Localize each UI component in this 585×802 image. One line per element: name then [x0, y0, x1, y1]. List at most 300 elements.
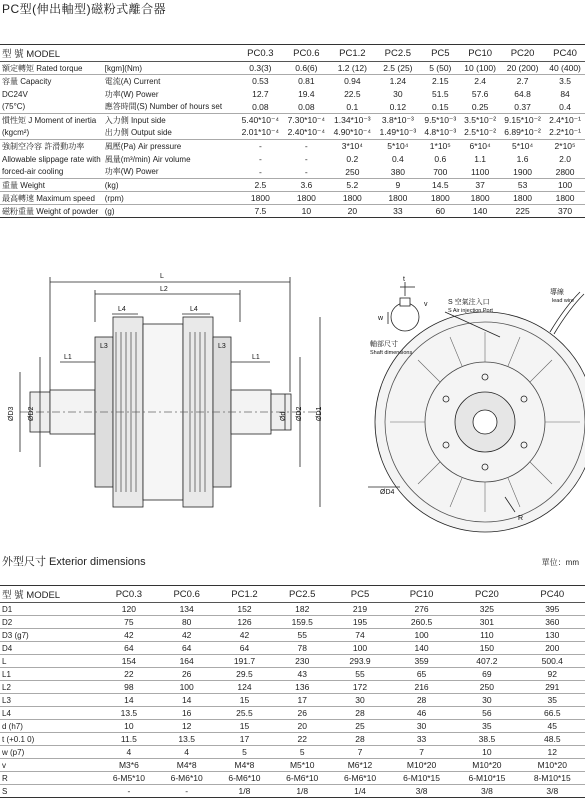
spec-cell: 2.5 (25)	[383, 63, 413, 73]
exterior-cell: 35	[520, 694, 585, 707]
exterior-cell: M3*6	[100, 759, 158, 772]
spec-cell: 3.8*10⁻³	[375, 114, 420, 127]
spec-cell: 1800	[329, 192, 375, 205]
spec-row-sublabel: 出力側 Output side	[104, 128, 172, 138]
exterior-cell: 6-M6*10	[273, 772, 331, 785]
exterior-row	[0, 785, 585, 798]
spec-cell: -	[237, 140, 283, 153]
exterior-cell: 6-M5*10	[100, 772, 158, 785]
exterior-cell: 69	[454, 668, 519, 681]
spec-cell: 225	[500, 205, 545, 218]
exterior-cell: M6*12	[331, 759, 389, 772]
spec-row-sublabel: (g)	[103, 205, 238, 218]
spec-row	[0, 101, 585, 114]
spec-cell: -	[258, 166, 262, 177]
dim-R: R	[518, 515, 524, 522]
unit-label: 單位：mm	[541, 558, 579, 567]
exterior-cell: 5	[216, 746, 274, 759]
exterior-cell: 100	[158, 681, 216, 694]
exterior-cell: 28	[389, 694, 454, 707]
exterior-row-label: L1	[0, 668, 100, 681]
exterior-cell: 66.5	[520, 707, 585, 720]
exterior-cell: 42	[100, 629, 158, 642]
spec-cell: 1.49*10⁻³	[379, 127, 417, 138]
spec-cell: 3.6	[283, 179, 329, 192]
spec-cell: 1800	[420, 192, 460, 205]
exterior-row	[0, 668, 585, 681]
exterior-header-label: 型 號 MODEL	[0, 586, 100, 603]
model-header: PC10	[460, 45, 500, 62]
spec-cell: 700	[433, 166, 448, 177]
model-header: PC40	[520, 586, 585, 603]
exterior-cell: 250	[454, 681, 519, 694]
exterior-cell: M4*8	[216, 759, 274, 772]
model-header: PC20	[500, 45, 545, 62]
exterior-cell: 5	[273, 746, 331, 759]
exterior-cell: 152	[216, 603, 274, 616]
exterior-cell: 3/8	[520, 785, 585, 798]
spec-cell: 2.40*10⁻⁴	[287, 127, 326, 138]
spec-cell: 2800	[555, 166, 575, 177]
spec-cell: 1.34*10⁻³	[329, 114, 375, 127]
spec-cell: 84	[560, 89, 570, 99]
exterior-cell: 159.5	[273, 616, 331, 629]
exterior-row-label: d (h7)	[0, 720, 100, 733]
exterior-cell: 64	[216, 642, 274, 655]
exterior-cell: 7	[389, 746, 454, 759]
exterior-cell: 48.5	[520, 733, 585, 746]
spec-row	[0, 205, 585, 218]
spec-row	[0, 166, 585, 179]
exterior-cell: 325	[454, 603, 519, 616]
exterior-row	[0, 655, 585, 668]
exterior-row-label: D1	[0, 603, 100, 616]
spec-cell: 22.5	[344, 89, 361, 99]
exterior-cell: 45	[520, 720, 585, 733]
exterior-cell: 74	[331, 629, 389, 642]
model-header: PC40	[545, 45, 585, 62]
exterior-row-label: L4	[0, 707, 100, 720]
exterior-title: 外型尺寸 Exterior dimensions	[2, 556, 146, 568]
exterior-cell: 43	[273, 668, 331, 681]
dim-L2: L2	[160, 286, 168, 293]
exterior-cell: 64	[158, 642, 216, 655]
exterior-cell: 293.9	[331, 655, 389, 668]
spec-row-label: 慣性矩 J Moment of inertia	[0, 114, 103, 127]
exterior-row	[0, 733, 585, 746]
exterior-cell: 216	[389, 681, 454, 694]
exterior-cell: M10*20	[454, 759, 519, 772]
spec-row-label: 最高轉速 Maximum speed	[0, 192, 103, 205]
exterior-cell: -	[100, 785, 158, 798]
spec-row-sublabel: [kgm](Nm)	[104, 63, 143, 73]
spec-cell: 2.4*10⁻¹	[545, 114, 585, 127]
exterior-row	[0, 759, 585, 772]
spec-cell: 2.4	[460, 75, 500, 88]
exterior-cell: 98	[100, 681, 158, 694]
exterior-cell: 110	[454, 629, 519, 642]
spec-row-sublabel: 風量(m³/min) Air volume	[104, 154, 191, 164]
model-header: PC5	[331, 586, 389, 603]
exterior-cell: M4*8	[158, 759, 216, 772]
exterior-cell: 182	[273, 603, 331, 616]
spec-row-label: 額定轉矩 Rated torque	[2, 63, 83, 73]
spec-cell: 1100	[470, 166, 490, 177]
exterior-row	[0, 772, 585, 785]
spec-cell: 1*10⁵	[420, 140, 460, 153]
exterior-cell: 6-M10*15	[389, 772, 454, 785]
spec-cell: 4.8*10⁻³	[424, 127, 457, 138]
spec-row-sublabel: 功率(W) Power	[104, 167, 159, 177]
exterior-cell: 1/4	[331, 785, 389, 798]
exterior-cell: 26	[158, 668, 216, 681]
spec-row	[0, 179, 585, 192]
exterior-cell: 30	[331, 694, 389, 707]
spec-cell: 0.2	[346, 154, 359, 164]
exterior-cell: 359	[389, 655, 454, 668]
spec-cell: -	[283, 140, 329, 153]
spec-row	[0, 114, 585, 127]
spec-cell: 1.1	[474, 154, 487, 164]
exterior-cell: 230	[273, 655, 331, 668]
model-header: PC20	[454, 586, 519, 603]
spec-cell: 37	[460, 179, 500, 192]
exterior-cell: 78	[273, 642, 331, 655]
shaft-dim-title: 軸部尺寸	[370, 341, 398, 348]
exterior-cell: 360	[520, 616, 585, 629]
spec-cell: 2.7	[500, 75, 545, 88]
spec-cell: 4.90*10⁻⁴	[333, 127, 372, 138]
exterior-cell: 260.5	[389, 616, 454, 629]
spec-row-label: 容量 Capacity	[0, 75, 103, 88]
exterior-row	[0, 642, 585, 655]
exterior-cell: M5*10	[273, 759, 331, 772]
spec-cell: 2.15	[420, 75, 460, 88]
model-header: PC5	[420, 45, 460, 62]
spec-cell: 14.5	[420, 179, 460, 192]
spec-cell: 2.5*10⁻²	[464, 127, 497, 138]
spec-cell: 2*10⁵	[545, 140, 585, 153]
spec-cell: 3*10⁴	[329, 140, 375, 153]
spec-cell: 9.15*10⁻²	[500, 114, 545, 127]
exterior-cell: 25.5	[216, 707, 274, 720]
spec-cell: 0.37	[514, 101, 531, 112]
spec-cell: 0.25	[471, 101, 489, 112]
spec-row	[0, 127, 585, 140]
dim-L1-right: L1	[252, 354, 260, 361]
lead-wire-label: 導線	[550, 289, 564, 296]
spec-cell: -	[304, 154, 308, 164]
spec-cell: 5.2	[329, 179, 375, 192]
exterior-row-label: w (p7)	[0, 746, 100, 759]
exterior-cell: 25	[331, 720, 389, 733]
dim-L: L	[160, 273, 164, 280]
spec-cell: 3.5	[545, 75, 585, 88]
model-header: PC2.5	[273, 586, 331, 603]
exterior-cell: 11.5	[100, 733, 158, 746]
spec-row-sublabel: 風壓(Pa) Air pressure	[103, 140, 238, 153]
model-header: PC0.6	[158, 586, 216, 603]
spec-cell: 20 (200)	[506, 63, 539, 73]
exterior-cell: 124	[216, 681, 274, 694]
spec-row-sublabel: 入力側 Input side	[103, 114, 238, 127]
spec-cell: 5 (50)	[429, 63, 452, 73]
spec-cell: 60	[420, 205, 460, 218]
exterior-cell: 22	[100, 668, 158, 681]
dim-D2-left: ØD2	[28, 406, 35, 421]
exterior-cell: 15	[216, 694, 274, 707]
exterior-cell: 219	[331, 603, 389, 616]
exterior-cell: 407.2	[454, 655, 519, 668]
spec-cell: 20	[329, 205, 375, 218]
spec-row-label: forced-air cooling	[2, 167, 64, 177]
shaft-t: t	[403, 276, 405, 283]
exterior-row	[0, 694, 585, 707]
exterior-cell: 154	[100, 655, 158, 668]
spec-cell: 9.5*10⁻³	[420, 114, 460, 127]
spec-cell: 0.94	[329, 75, 375, 88]
spec-row	[0, 192, 585, 205]
spec-row-label: DC24V	[2, 89, 28, 99]
spec-cell: 1800	[545, 192, 585, 205]
spec-cell: 1800	[500, 192, 545, 205]
exterior-cell: 10	[100, 720, 158, 733]
exterior-cell: 13.5	[158, 733, 216, 746]
spec-row	[0, 75, 585, 88]
exterior-cell: 100	[389, 629, 454, 642]
exterior-cell: 6-M10*15	[454, 772, 519, 785]
model-header: PC0.3	[100, 586, 158, 603]
spec-cell: 1800	[460, 192, 500, 205]
exterior-cell: 13.5	[100, 707, 158, 720]
spec-cell: 2.2*10⁻¹	[549, 127, 581, 138]
spec-cell: 0.53	[237, 75, 283, 88]
exterior-row	[0, 603, 585, 616]
exterior-cell: 33	[389, 733, 454, 746]
exterior-cell: 30	[389, 720, 454, 733]
exterior-cell: 16	[158, 707, 216, 720]
exterior-cell: 42	[158, 629, 216, 642]
dim-L4-right: L4	[190, 306, 198, 313]
spec-cell: 1.6	[516, 154, 529, 164]
spec-cell: 57.6	[471, 89, 489, 99]
dim-D3: ØD3	[8, 406, 15, 421]
spec-cell: 0.08	[298, 101, 315, 112]
exterior-cell: 12	[158, 720, 216, 733]
spec-cell: 30	[393, 89, 403, 99]
spec-row	[0, 140, 585, 153]
exterior-cell: 12	[520, 746, 585, 759]
exterior-row-label: D2	[0, 616, 100, 629]
spec-cell: 100	[545, 179, 585, 192]
exterior-cell: 3/8	[454, 785, 519, 798]
exterior-row-label: L2	[0, 681, 100, 694]
air-port-label: S 空氣注入口	[448, 299, 490, 306]
model-header: PC2.5	[375, 45, 420, 62]
exterior-cell: 46	[389, 707, 454, 720]
exterior-cell: 140	[389, 642, 454, 655]
exterior-cell: 4	[100, 746, 158, 759]
exterior-cell: 14	[158, 694, 216, 707]
spec-cell: 5*10⁴	[375, 140, 420, 153]
spec-cell: 0.4	[391, 154, 404, 164]
spec-cell: 3.5*10⁻²	[460, 114, 500, 127]
shaft-v: v	[424, 301, 428, 308]
spec-row-sublabel: (kg)	[103, 179, 238, 192]
spec-header-label: 型 號 MODEL	[0, 45, 237, 62]
exterior-cell: M10*20	[520, 759, 585, 772]
dim-d: Ød	[280, 411, 287, 421]
spec-cell: 2.0	[559, 154, 571, 164]
spec-cell: 40 (400)	[549, 63, 581, 73]
exterior-cell: 22	[273, 733, 331, 746]
exterior-cell: 191.7	[216, 655, 274, 668]
exterior-cell: 1/8	[216, 785, 274, 798]
spec-cell: 0.12	[389, 101, 407, 112]
spec-cell: 10	[283, 205, 329, 218]
exterior-cell: 500.4	[520, 655, 585, 668]
exterior-cell: 10	[454, 746, 519, 759]
spec-cell: 1800	[283, 192, 329, 205]
exterior-cell: 38.5	[454, 733, 519, 746]
spec-cell: 1800	[375, 192, 420, 205]
exterior-row-label: D4	[0, 642, 100, 655]
exterior-row	[0, 707, 585, 720]
exterior-cell: 1/8	[273, 785, 331, 798]
spec-cell: 64.8	[514, 89, 531, 99]
exterior-cell: 195	[331, 616, 389, 629]
spec-cell: 1.2 (12)	[337, 63, 367, 73]
shaft-dim-sub: Shaft dimensions	[370, 350, 413, 356]
exterior-cell: 42	[216, 629, 274, 642]
dim-D4: ØD4	[380, 489, 395, 496]
dim-L4-left: L4	[118, 306, 126, 313]
exterior-row-label: D3 (g7)	[0, 629, 100, 642]
dim-D1: ØD1	[316, 406, 323, 421]
exterior-cell: 55	[331, 668, 389, 681]
spec-cell: 0.4	[559, 101, 571, 112]
exterior-cell: 35	[454, 720, 519, 733]
exterior-cell: 172	[331, 681, 389, 694]
spec-row-label: 強制空冷容 許滑動功率	[0, 140, 103, 153]
exterior-cell: 28	[331, 707, 389, 720]
exterior-cell: 6-M6*10	[158, 772, 216, 785]
exterior-cell: 56	[454, 707, 519, 720]
spec-cell: 51.5	[432, 89, 449, 99]
exterior-cell: 80	[158, 616, 216, 629]
exterior-cell: 75	[100, 616, 158, 629]
spec-cell: 6*10⁴	[460, 140, 500, 153]
page-title: PC型(伸出軸型)磁粉式離合器	[2, 2, 167, 16]
exterior-row-label: L	[0, 655, 100, 668]
lead-wire-sub: lead wire	[552, 298, 575, 304]
spec-cell: 250	[345, 166, 360, 177]
model-header: PC0.3	[237, 45, 283, 62]
spec-cell: 0.81	[283, 75, 329, 88]
spec-cell: 19.4	[298, 89, 315, 99]
spec-cell: 0.3(3)	[249, 63, 272, 73]
spec-cell: 1800	[237, 192, 283, 205]
exterior-cell: 150	[454, 642, 519, 655]
spec-cell: 33	[375, 205, 420, 218]
spec-cell: 370	[545, 205, 585, 218]
exterior-cell: 65	[389, 668, 454, 681]
spec-cell: 12.7	[252, 89, 269, 99]
exterior-cell: 4	[158, 746, 216, 759]
exterior-cell: 3/8	[389, 785, 454, 798]
spec-cell: 1.24	[375, 75, 420, 88]
spec-cell: 0.6	[434, 154, 447, 164]
exterior-cell: 6-M6*10	[331, 772, 389, 785]
spec-table	[0, 44, 585, 218]
spec-cell: 0.15	[432, 101, 449, 112]
spec-row-sublabel: (rpm)	[103, 192, 238, 205]
spec-row-label: 重量 Weight	[0, 179, 103, 192]
spec-row-sublabel: 電流(A) Current	[103, 75, 238, 88]
spec-row-label: 磁粉重量 Weight of powder	[0, 205, 103, 218]
spec-cell: 140	[460, 205, 500, 218]
model-header: PC1.2	[329, 45, 375, 62]
exterior-row	[0, 681, 585, 694]
dim-L1-left: L1	[64, 354, 72, 361]
exterior-cell: 14	[100, 694, 158, 707]
exterior-cell: 92	[520, 668, 585, 681]
spec-row-sublabel: 功率(W) Power	[104, 89, 159, 99]
exterior-cell: 29.5	[216, 668, 274, 681]
exterior-cell: 276	[389, 603, 454, 616]
spec-cell: 7.30*10⁻⁴	[283, 114, 329, 127]
spec-row-label: (kgcm²)	[2, 128, 30, 138]
spec-row	[0, 153, 585, 166]
exterior-cell: 8-M10*15	[520, 772, 585, 785]
spec-row-label: (75°C)	[2, 102, 26, 112]
spec-cell: 9	[375, 179, 420, 192]
exterior-row	[0, 720, 585, 733]
exterior-cell: M10*20	[389, 759, 454, 772]
spec-cell: 7.5	[237, 205, 283, 218]
spec-row	[0, 62, 585, 75]
exterior-row-label: L3	[0, 694, 100, 707]
spec-cell: 5.40*10⁻⁴	[237, 114, 283, 127]
exterior-row-label: t (+0.1 0)	[0, 733, 100, 746]
exterior-table	[0, 585, 585, 798]
exterior-row-label: v	[0, 759, 100, 772]
spec-row-sublabel: 應答時間(S) Number of hours set	[104, 102, 223, 112]
exterior-cell: 26	[273, 707, 331, 720]
spec-cell: 0.6(6)	[295, 63, 318, 73]
front-view-drawing	[340, 262, 585, 542]
exterior-header-row	[0, 586, 585, 603]
side-view-drawing	[0, 262, 340, 542]
exterior-cell: 301	[454, 616, 519, 629]
exterior-row	[0, 629, 585, 642]
spec-cell: 0.1	[346, 101, 359, 112]
spec-cell: 0.08	[252, 101, 269, 112]
exterior-cell: 30	[454, 694, 519, 707]
spec-cell: 6.89*10⁻²	[504, 127, 541, 138]
exterior-cell: -	[158, 785, 216, 798]
exterior-cell: 20	[273, 720, 331, 733]
exterior-cell: 126	[216, 616, 274, 629]
shaft-w: w	[378, 315, 384, 322]
spec-row	[0, 88, 585, 101]
model-header: PC1.2	[216, 586, 274, 603]
exterior-row	[0, 616, 585, 629]
model-header: PC10	[389, 586, 454, 603]
spec-cell: 53	[500, 179, 545, 192]
exterior-cell: 291	[520, 681, 585, 694]
dim-L3-right: L3	[218, 343, 226, 350]
